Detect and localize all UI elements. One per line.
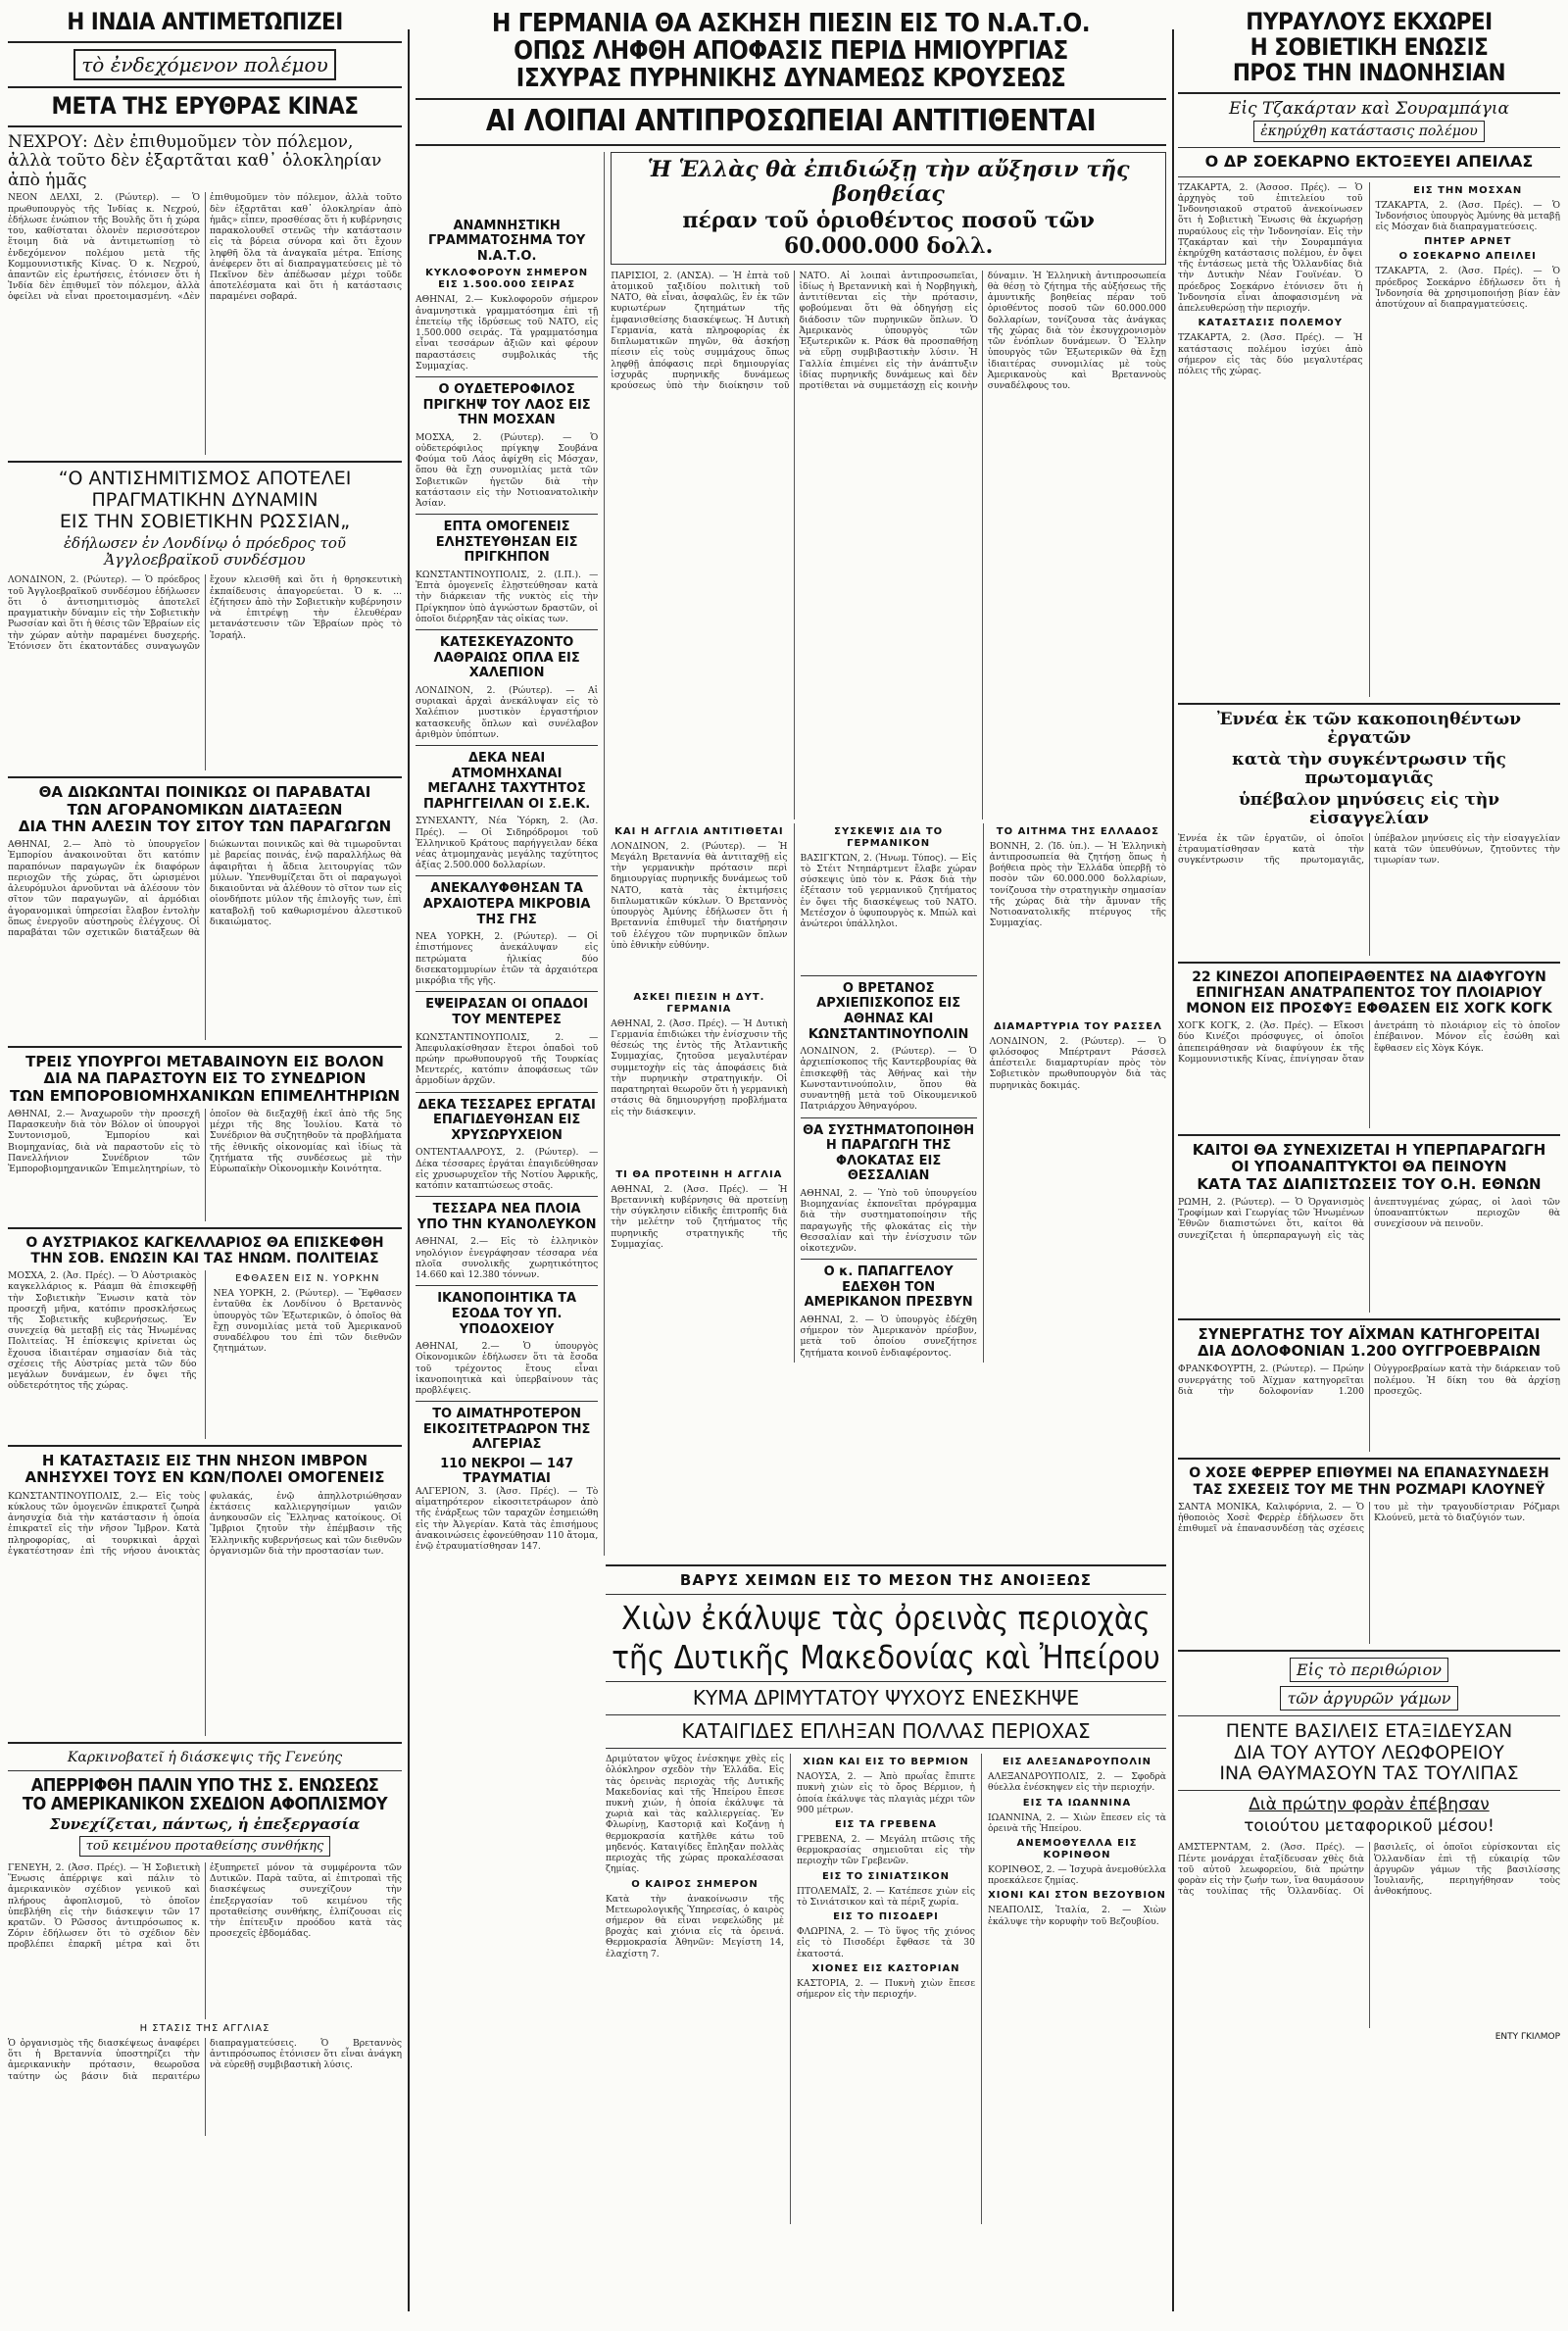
winter-headline-1: Χιὼν ἐκάλυψε τὰς ὀρεινὰς περιοχὰς	[621, 1599, 1151, 1638]
geneva-headline-1: ΑΠΕΡΡΙΦΘΗ ΠΑΛΙΝ ΥΠΟ ΤΗΣ Σ. ΕΝΩΣΕΩΣ	[30, 1774, 379, 1796]
imvros-article	[8, 1453, 402, 1736]
neutral-body: ΜΟΣΧΑ, 2. (Ρώυτερ). — Ὁ οὐδετερόφιλος πρίγκηψ Σουβάνα Φούμα τοῦ Λάος ἀφίχθη εἰς Μόσχαν, ὅπου θὰ ἔχῃ συνομιλίας μετὰ τῶν Σοβιετικῶν ἡγετῶν διὰ τὴν κατάστασιν εἰς τὴν Νοτιοανατολικὴν Ἀσίαν.	[416, 431, 599, 510]
archbishop-body: ΛΟΝΔΙΝΟΝ, 2. (Ρώυτερ). — Ὁ ἀρχιεπίσκοπος τῆς Καντερβουρίας θὰ ἐπισκεφθῇ τὰς Ἀθήνας καὶ τὴν Κωνσταντινούπολιν, ὅπου θὰ συναντηθῇ μετὰ τοῦ Οἰκουμενικοῦ Πατριάρχου Ἀθηναγόρου.	[800, 1046, 977, 1113]
winter-deck-1: ΚΥΜΑ ΔΡΙΜΥΤΑΤΟΥ ΨΥΧΟΥΣ ΕΝΕΣΚΗΨΕ	[692, 1686, 1080, 1711]
austria-headline-1: Ο ΑΥΣΤΡΙΑΚΟΣ ΚΑΓΚΕΛΛΑΡΙΟΣ ΘΑ ΕΠΙΣΚΕΦΘΗ	[25, 1234, 384, 1251]
winter-sub-5-body: ΦΛΩΡΙΝΑ, 2. — Τὸ ὕψος τῆς χιόνος εἰς τὸ Πισοδέρι ἔφθασε τὰ 30 ἑκατοστά.	[797, 1926, 975, 1959]
menderes-headline: ΕΨΕΙΡΑΣΑΝ ΟΙ ΟΠΑΔΟΙ ΤΟΥ ΜΕΝΤΕΡΕΣ	[425, 997, 589, 1027]
antisemitism-headline-2: ΠΡΑΓΜΑΤΙΚΗΝ ΔΥΝΑΜΙΝ	[91, 489, 318, 512]
divider	[8, 1770, 402, 1771]
workers-article	[1178, 711, 1560, 956]
austria-body: ΜΟΣΧΑ, 2. (Ἀσ. Πρές). — Ὁ Αὐστριακὸς καγκελλάριος κ. Ράαμπ θὰ ἐπισκεφθῇ τὴν Σοβιετικὴν Ἕνωσιν κατὰ τὸν προσεχῆ μῆνα, κατόπιν προσκλήσεως τῆς Σοβιετικῆς κυβερνήσεως. Ἐν συνεχείᾳ θὰ μεταβῇ εἰς τὰς Ἡνωμένας Πολιτείας. Ἡ ἐπίσκεψις κρίνεται ὡς ἔχουσα ἰδιαιτέραν σημασίαν διὰ τὰς σχέσεις τῆς Αὐστρίας μετὰ τῶν δύο μεγάλων δυνάμεων, ἐν ὄψει τῆς οὐδετερότητος τῆς χώρας.	[8, 1270, 197, 1392]
volos-headline-2: ΔΙΑ ΝΑ ΠΑΡΑΣΤΟΥΝ ΕΙΣ ΤΟ ΣΥΝΕΔΡΙΟΝ	[43, 1069, 367, 1088]
chinese-body: ΧΟΓΚ ΚΟΓΚ, 2. (Ἀσ. Πρές). — Εἴκοσι δύο Κινέζοι πρόσφυγες, οἱ ὁποῖοι ἀπεπειράθησαν νὰ διαφύγουν ἐκ τῆς Κομμουνιστικῆς Κίνας, ἐπνίγησαν ὅταν ἀνετράπη τὸ πλοιάριον εἰς τὸ ὁποῖον ἐπέβαινον. Μόνον εἷς ἐσώθη καὶ ἔφθασεν εἰς Χὸγκ Κόγκ.	[1178, 1020, 1560, 1065]
divider	[1178, 1134, 1560, 1136]
divider	[1178, 962, 1560, 964]
geneva-deck-2: τοῦ κειμένου προταθείσης συνθήκης	[79, 1836, 331, 1857]
divider	[8, 41, 402, 43]
stamps-nato-body: ΑΘΗΝΑΙ, 2.— Κυκλοφοροῦν σήμερον ἀναμνηστικὰ γραμματόσημα ἐπὶ τῇ ἐπετείῳ τῆς ἱδρύσεως τοῦ ΝΑΤΟ, εἰς 1.500.000 σειράς. Τὰ γραμματόσημα εἶναι τεσσάρων ἀξιῶν καὶ φέρουν παραστάσεις συμβολικάς τῆς Συμμαχίας.	[416, 294, 599, 372]
ferrer-body: ΣΑΝΤΑ ΜΟΝΙΚΑ, Καλιφόρνια, 2. — Ὁ ἠθοποιὸς Χοσὲ Φερρὲρ ἐδήλωσεν ὅτι ἐπιθυμεῖ νὰ ἐπανασυνδέσῃ τὰς σχέσεις του μὲ τὴν τραγουδίστριαν Ρόζμαρι Κλούνεϋ, μετὰ τὸ διαζύγιόν των.	[1178, 1501, 1560, 1535]
divider	[8, 776, 402, 778]
winter-kicker: ΒΑΡΥΣ ΧΕΙΜΩΝ ΕΙΣ ΤΟ ΜΕΣΟΝ ΤΗΣ ΑΝΟΙΞΕΩΣ	[679, 1571, 1093, 1589]
missiles-sub-1-body: ΤΖΑΚΑΡΤΑ, 2. (Ἀσσ. Πρές). — Ἡ κατάστασις πολέμου ἰσχύει ἀπὸ σήμερον εἰς τὰς δύο μεγαλυτέρας πόλεις τῆς χώρας.	[1178, 332, 1363, 376]
india-body: ΝΕΟΝ ΔΕΛΧΙ, 2. (Ρώυτερ). — Ὁ πρωθυπουργὸς τῆς Ἰνδίας κ. Νεχρού, ἐδήλωσε ἐνώπιον τῆς Βουλῆς ὅτι ἡ χώρα του, καθίσταται ὁλονὲν περισσότερον ἕτοιμη διὰ νὰ ἀντιμετωπίσῃ τὸ ἐνδεχόμενον πολέμου μετὰ τῆς Κομμουνιστικῆς Κίνας. Ὁ κ. Νεχρού, ἀπαντῶν εἰς ἐρωτήσεις, ἐτόνισεν ὅτι ἡ Ἰνδία δὲν ἐπιθυμεῖ τὸν πόλεμον, ἀλλὰ ὁφείλει νὰ εἶναι προετοιμασμένη. «Δὲν ἐπιθυμοῦμεν τὸν πόλεμον, ἀλλὰ τοῦτο δὲν ἐξαρτᾶται καθ᾽ ὁλοκληρίαν ἀπὸ ἡμᾶς» εἶπεν, προσθέσας ὅτι ἡ κυβέρνησις παρακολουθεῖ στενῶς τὴν κατάστασιν εἰς τὰ βόρεια σύνορα καὶ ὅτι ἔχουν ληφθῆ ὅλα τὰ ἀναγκαῖα μέτρα. Ἐπίσης ἀνέφερεν ὅτι αἱ διαπραγματεύσεις μὲ τὸ Πεκῖνον δὲν ἀπέδωσαν μέχρι τοῦδε ἀποτελέσματα καὶ ὅτι ἡ κατάστασις παραμένει σοβαρά.	[8, 192, 402, 303]
antisemitism-headline-3: ΕΙΣ ΤΗΝ ΣΟΒΙΕΤΙΚΗΝ ΡΩΣΣΙΑΝ„	[59, 511, 351, 533]
winter-sub-7-body: ΑΛΕΞΑΝΔΡΟΥΠΟΛΙΣ, 2. — Σφοδρὰ θύελλα ἐνέσκηψεν εἰς τὴν περιοχήν.	[988, 1771, 1166, 1794]
nato-sub-3: ΣΥΣΚΕΨΙΣ ΔΙΑ ΤΟ ΓΕΡΜΑΝΙΚΟΝ	[834, 825, 944, 849]
kings-headline-2: ΔΙΑ ΤΟΥ ΑΥΤΟΥ ΛΕΩΦΟΡΕΙΟΥ	[1234, 1741, 1504, 1763]
divider	[8, 1046, 402, 1048]
chinese-headline-1: 22 ΚΙΝΕΖΟΙ ΑΠΟΠΕΙΡΑΘΕΝΤΕΣ ΝΑ ΔΙΑΦΥΓΟΥΝ	[1192, 968, 1546, 985]
divider	[606, 1748, 1166, 1749]
geneva-kicker: Καρκινοβατεῖ ἡ διάσκεψις τῆς Γενεύης	[67, 1749, 343, 1765]
miners-headline: ΔΕΚΑ ΤΕΣΣΑΡΕΣ ΕΡΓΑΤΑΙ ΕΠΑΓΙΔΕΥΘΗΣΑΝ ΕΙΣ ΧΡΥΣΩΡΥΧΕΙΟΝ	[417, 1097, 596, 1143]
russell-sub: ΔΙΑΜΑΡΤΥΡΙΑ ΤΟΥ ΡΑΣΣΕΛ	[993, 1020, 1162, 1032]
india-headline-3: ΜΕΤΑ ΤΗΣ ΕΡΥΘΡΑΣ ΚΙΝΑΣ	[51, 91, 359, 120]
austria-sub-heading: ΕΦΘΑΣΕΝ ΕΙΣ Ν. ΥΟΡΚΗΝ	[235, 1273, 380, 1285]
divider	[416, 98, 1166, 100]
right-column	[1178, 10, 1560, 2323]
antisemitism-body: ΛΟΝΔΙΝΟΝ, 2. (Ρώυτερ). — Ὁ πρόεδρος τοῦ Ἀγγλοεβραϊκοῦ συνδέσμου ἐδήλωσεν ὅτι ὁ ἀντισημιτισμὸς ἀποτελεῖ πραγματικὴν δύναμιν εἰς τὴν Σοβιετικὴν Ρωσσίαν καὶ ὅτι ἡ θέσις τῶν Ἑβραίων εἰς τὴν χώραν αὐτὴν παραμένει δυσχερής. Ἐτόνισεν ὅτι ἑκατοντάδες συναγωγῶν ἔχουν κλεισθῆ καὶ ὅτι ἡ θρησκευτικὴ ἐκπαίδευσις ἀπαγορεύεται. Ὁ κ. ... ἐζήτησεν ἀπὸ τὴν Σοβιετικὴν κυβέρνησιν νὰ ἐπιτρέψῃ τὴν ἐλευθέραν μετανάστευσιν τῶν Ἑβραίων πρὸς τὸ Ἰσραήλ.	[8, 574, 402, 652]
divider	[8, 1445, 402, 1447]
missiles-sub-4: Ο ΣΟΕΚΑΡΝΟ ΑΠΕΙΛΕΙ	[1398, 251, 1537, 263]
winter-sub-9-body: ΚΟΡΙΝΘΟΣ, 2. — Ἰσχυρὰ ἀνεμοθύελλα προεκάλεσε ζημίας.	[988, 1864, 1166, 1887]
winter-deck-2: ΚΑΤΑΙΓΙΔΕΣ ΕΠΛΗΞΑΝ ΠΟΛΛΑΣ ΠΕΡΙΟΧΑΣ	[681, 1719, 1091, 1744]
overproduction-headline-3: ΚΑΤΑ ΤΑΣ ΔΙΑΠΙΣΤΩΣΕΙΣ ΤΟΥ Ο.Η. ΕΘΝΩΝ	[1197, 1174, 1542, 1193]
ambassador-body: ΑΘΗΝΑΙ, 2. — Ὁ ὑπουργὸς ἐδέχθη σήμερον τὸν Ἀμερικανὸν πρέσβυν, μετὰ τοῦ ὁποίου συνεζήτησε ζητήματα κοινοῦ ἐνδιαφέροντος.	[800, 1314, 977, 1359]
divider	[8, 1742, 402, 1744]
eichmann-article	[1178, 1326, 1560, 1453]
austria-sub-body: ΝΕΑ ΥΟΡΚΗ, 2. (Ρώυτερ). — Ἔφθασεν ἐνταῦθα ἐκ Λονδίνου ὁ Βρεταννὸς ὑπουργὸς τῶν Ἐξωτερικῶν, ὁ ὁποῖος θὰ ἔχῃ συνομιλίας μετὰ τοῦ Ἀμερικανοῦ συναδέλφου του ἐπὶ τῶν διεθνῶν ζητημάτων.	[213, 1288, 402, 1355]
column-rule	[1172, 29, 1174, 2311]
locomotives-body: ΣΥΝΕΧΑΝΤΥ, Νέα Ὑόρκη, 2. (Ἀσ. Πρές). — Οἱ Σιδηρόδρομοι τοῦ Ἑλληνικοῦ Κράτους παρήγγειλαν δέκα νέας ἀτμομηχανὰς μεγάλης ταχύτητος ἀξίας 2.500.000 δολλαρίων.	[416, 816, 599, 871]
geneva-headline-2: ΤΟ ΑΜΕΡΙΚΑΝΙΚΟΝ ΣΧΕΔΙΟΝ ΑΦΟΠΛΙΣΜΟΥ	[22, 1794, 388, 1815]
volos-headline-1: ΤΡΕΙΣ ΥΠΟΥΡΓΟΙ ΜΕΤΑΒΑΙΝΟΥΝ ΕΙΣ ΒΟΛΟΝ	[25, 1053, 384, 1071]
winter-sub-3: ΕΙΣ ΤΑ ΓΡΕΒΕΝΑ	[835, 1819, 937, 1830]
winter-sub-2-body: ΝΑΟΥΣΑ, 2. — Ἀπὸ πρωΐας ἔπιπτε πυκνὴ χιὼν εἰς τὸ ὄρος Βέρμιον, ἡ ὁποία ἐκάλυψε τὰς πλαγιὰς μέχρι τῶν 900 μέτρων.	[797, 1771, 975, 1815]
winter-sub-3-body: ΓΡΕΒΕΝΑ, 2. — Μεγάλη πτῶσις τῆς θερμοκρασίας σημειοῦται εἰς τὴν περιοχὴν τῶν Γρεβενῶν.	[797, 1834, 975, 1867]
chinese-headline-2: ΕΠΝΙΓΗΣΑΝ ΑΝΑΤΡΑΠΕΝΤΟΣ ΤΟΥ ΠΛΟΙΑΡΙΟΥ	[1196, 985, 1543, 1002]
volos-headline-3: ΤΩΝ ΕΜΠΟΡΟΒΙΟΜΗΧΑΝΙΚΩΝ ΕΠΙΜΕΛΗΤΗΡΙΩΝ	[9, 1086, 401, 1105]
volos-body: ΑΘΗΝΑΙ, 2.— Ἀναχωροῦν τὴν προσεχῆ Παρασκευὴν διὰ τὸν Βόλον οἱ ὑπουργοὶ Συντονισμοῦ, Ἐμπορίου καὶ Βιομηχανίας, διὰ νὰ παραστοῦν εἰς τὸ Πανελλήνιον Συνέδριον τῶν Ἐμποροβιομηχανικῶν Ἐπιμελητηρίων, τὸ ὁποῖον θὰ διεξαχθῇ ἐκεῖ ἀπὸ τῆς 5ης μέχρι τῆς 8ης Ἰουλίου. Κατὰ τὸ Συνέδριον θὰ συζητηθοῦν τὰ προβλήματα τῆς ἐθνικῆς οἰκονομίας καὶ ἰδίως τὰ ζητήματα τῆς συνδέσεως μὲ τὴν Εὐρωπαϊκὴν Οἰκονομικὴν Κοινότητα.	[8, 1108, 402, 1175]
russell-body: ΛΟΝΔΙΝΟΝ, 2. (Ρώυτερ). — Ὁ φιλόσοφος Μπέρτραντ Ράσσελ ἀπέστειλε διαμαρτυρίαν πρὸς τὸν Σοβιετικὸν πρωθυπουργὸν διὰ τὰς πυρηνικὰς δοκιμάς.	[989, 1035, 1166, 1091]
overproduction-body: ΡΩΜΗ, 2. (Ρώυτερ). — Ὁ Ὀργανισμὸς Τροφίμων καὶ Γεωργίας τῶν Ἡνωμένων Ἐθνῶν διαπιστώνει ὅτι, καίτοι θὰ συνεχίζεται ἡ ὑπερπαραγωγὴ εἰς τὰς ἀνεπτυγμένας χώρας, οἱ λαοὶ τῶν ὑποαναπτύκτων περιοχῶν θὰ συνεχίσουν νὰ πεινοῦν.	[1178, 1196, 1560, 1241]
nato-sub-5: ΤΙ ΘΑ ΠΡΟΤΕΙΝΗ Η ΑΓΓΛΙΑ	[615, 1168, 783, 1180]
nato-body: ΠΑΡΙΣΙΟΙ, 2. (ΑΝΣΑ). — Ἡ ἑπτὰ τοῦ ἀτομικοῦ ταξιδίου πολιτικὴ τοῦ ΝΑΤΟ, θὰ εἶναι, ἀσφαλῶς, ἓν ἐκ τῶν κυριωτέρων ζητημάτων τῆς ἐμφανισθείσης διασκέψεως. Ἡ Δυτικὴ Γερμανία, κατὰ πληροφορίας ἐκ διπλωματικῶν πηγῶν, θὰ ἀσκήσῃ πίεσιν εἰς τοὺς συμμάχους ὅπως ληφθῇ ἀπόφασις περὶ δημιουργίας ἰσχυρᾶς πυρηνικῆς δυνάμεως κρούσεως ὑπὸ τὴν διοίκησιν τοῦ ΝΑΤΟ. Αἱ λοιπαὶ ἀντιπροσωπεῖαι, ἰδίως ἡ Βρεταννικὴ καὶ ἡ Νορβηγικὴ, ἀντιτίθενται εἰς τὴν πρότασιν, φοβούμεναι ὅτι θὰ ὁδηγήσῃ εἰς διάδοσιν τῶν πυρηνικῶν ὅπλων. Ὁ Ἀμερικανὸς ὑπουργὸς τῶν Ἐξωτερικῶν κ. Ράσκ θὰ προσπαθήσῃ νὰ εὕρῃ συμβιβαστικὴν λύσιν. Ἡ Γαλλία ἐπιμένει εἰς τὴν ἀνάπτυξιν ἰδίας πυρηνικῆς δυνάμεως καὶ δὲν προτίθεται νὰ συμμετάσχῃ εἰς κοινὴν δύναμιν. Ἡ Ἑλληνικὴ ἀντιπροσωπεία θὰ θέσῃ τὸ ζήτημα τῆς αὐξήσεως τῆς ἀμυντικῆς βοηθείας πέραν τοῦ ὁριοθέντος ποσοῦ τῶν 60.000.000 δολλαρίων, τονίζουσα τὰς ἀνάγκας τῆς χώρας διὰ τὸν ἐκσυγχρονισμὸν τῶν ἐνόπλων δυνάμεων. Ὁ Ἕλλην ὑπουργὸς τῶν Ἐξωτερικῶν θὰ ἔχῃ ἰδιαιτέρας συνομιλίας μὲ τοὺς Ἀμερικανοὺς καὶ Βρεταννοὺς συναδέλφους του.	[611, 270, 1166, 391]
eichmann-headline-1: ΣΥΝΕΡΓΑΤΗΣ ΤΟΥ ΑΪΧΜΑΝ ΚΑΤΗΓΟΡΕΙΤΑΙ	[1198, 1324, 1541, 1343]
missiles-sub-4-body: ΤΖΑΚΑΡΤΑ, 2. (Ἀσσ. Πρές). — Ὁ πρόεδρος Σοεκάρνο ἐδήλωσεν ὅτι ἡ Ἰνδονησία θὰ χρησιμοποιήσῃ βίαν ἐὰν ἀποτύχουν αἱ διαπραγματεύσεις.	[1375, 266, 1560, 310]
algeria-headline: ΤΟ ΑΙΜΑΤΗΡΟΤΕΡΟΝ ΕΙΚΟΣΙΤΕΤΡΑΩΡΟΝ ΤΗΣ ΑΛΓΕΡΙΑΣ	[422, 1407, 591, 1453]
geneva-sub-body: Ὁ ὀργανισμὸς τῆς διασκέψεως ἀναφέρει ὅτι ἡ Βρεταννία ὑποστηρίζει τὴν ἀμερικανικὴν πρότασιν, θεωροῦσα ταύτην ὡς βάσιν διὰ περαιτέρω διαπραγματεύσεις. Ὁ Βρεταννὸς ἀντιπρόσωπος ἐτόνισεν ὅτι εἶναι ἀνάγκη νὰ εὑρεθῇ συμβιβαστικὴ λύσις.	[8, 2037, 402, 2082]
microbes-headline: ΑΝΕΚΑΛΥΦΘΗΣΑΝ ΤΑ ΑΡΧΑΙΟΤΕΡΑ ΜΙΚΡΟΒΙΑ ΤΗΣ ΓΗΣ	[422, 881, 591, 927]
divider	[1178, 176, 1560, 177]
geneva-sub-heading: Η ΣΤΑΣΙΣ ΤΗΣ ΑΓΓΛΙΑΣ	[139, 2022, 270, 2034]
menderes-body: ΚΩΝΣΤΑΝΤΙΝΟΥΠΟΛΙΣ, 2. — Ἀπεφυλακίσθησαν ἕτεροι ὀπαδοὶ τοῦ πρώην πρωθυπουργοῦ τῆς Τουρκίας Μεντερές, κατόπιν ἀποφάσεως τῶν ἁρμοδίων ἀρχῶν.	[416, 1031, 599, 1087]
ambassador-headline: Ο κ. ΠΑΠΑΓΓΕΛΟΥ ΕΔΕΧΘΗ ΤΟΝ ΑΜΕΡΙΚΑΝΟΝ ΠΡΕΣΒΥΝ	[804, 1265, 973, 1311]
divider	[1178, 1458, 1560, 1460]
divider	[8, 1227, 402, 1229]
overproduction-headline-1: ΚΑΙΤΟΙ ΘΑ ΣΥΝΕΧΙΖΕΤΑΙ Η ΥΠΕΡΠΑΡΑΓΩΓΗ	[1192, 1141, 1546, 1160]
neutral-headline: Ο ΟΥΔΕΤΕΡΟΦΙΛΟΣ ΠΡΙΓΚΗΨ ΤΟΥ ΛΑΟΣ ΕΙΣ ΤΗΝ ΜΟΣΧΑΝ	[422, 381, 591, 428]
winter-sub-9: ΑΝΕΜΟΘΥΕΛΛΑ ΕΙΣ ΚΟΡΙΝΘΟΝ	[1016, 1838, 1138, 1860]
nato-headline-1: Η ΓΕΡΜΑΝΙΑ ΘΑ ΑΣΚΗΣΗ ΠΙΕΣΙΝ ΕΙΣ ΤΟ Ν.Α.Τ.Ο.	[491, 10, 1091, 38]
divider	[1178, 147, 1560, 148]
ships-body: ΑΘΗΝΑΙ, 2.— Εἰς τὸ ἑλληνικὸν νηολόγιον ἐνεγράφησαν τέσσαρα νέα πλοῖα συνολικῆς χωρητικότητος 14.660 καὶ 12.380 τόννων.	[416, 1236, 599, 1281]
winter-sub-8-body: ΙΩΑΝΝΙΝΑ, 2. — Χιὼν ἔπεσεν εἰς τὰ ὀρεινὰ τῆς Ἠπείρου.	[988, 1811, 1166, 1834]
chinese-headline-3: ΜΟΝΟΝ ΕΙΣ ΠΡΟΣΦΥΞ ΕΦΘΑΣΕΝ ΕΙΣ ΧΟΓΚ ΚΟΓΚ	[1186, 1001, 1552, 1017]
kings-article	[1178, 1658, 1560, 2043]
nato-headline-3: ΙΣΧΥΡΑΣ ΠΥΡΗΝΙΚΗΣ ΔΥΝΑΜΕΩΣ ΚΡΟΥΣΕΩΣ	[515, 64, 1066, 94]
missiles-sub-1: ΚΑΤΑΣΤΑΣΙΣ ΠΟΛΕΜΟΥ	[1198, 318, 1343, 329]
divider	[1178, 1715, 1560, 1716]
ferrer-article	[1178, 1465, 1560, 1643]
missiles-headline-1: ΠΥΡΑΥΛΟΥΣ ΕΚΧΩΡΕΙ	[1246, 10, 1493, 35]
divider	[606, 1681, 1166, 1682]
revenue-headline: ΙΚΑΝΟΠΟΙΗΤΙΚΑ ΤΑ ΕΣΟΔΑ ΤΟΥ ΥΠ. ΥΠΟΔΟΧΕΙΟΥ	[437, 1291, 577, 1337]
nato-deck-1: Ἡ Ἑλλὰς θὰ ἐπιδιώξῃ τὴν αὔξησιν τῆς βοηθείας	[647, 156, 1130, 207]
imvros-headline-1: Η ΚΑΤΑΣΤΑΣΙΣ ΕΙΣ ΤΗΝ ΝΗΣΟΝ ΙΜΒΡΟΝ	[41, 1452, 368, 1470]
india-article	[8, 10, 402, 455]
wheat-headline-3: ΔΙΑ ΤΗΝ ΑΛΕΣΙΝ ΤΟΥ ΣΙΤΟΥ ΤΩΝ ΠΑΡΑΓΩΓΩΝ	[18, 817, 392, 835]
weapons-headline: ΚΑΤΕΣΚΕΥΑΖΟΝΤΟ ΛΑΘΡΑΙΩΣ ΟΠΛΑ ΕΙΣ ΧΑΛΕΠΙΟΝ	[433, 635, 580, 681]
locomotives-headline: ΔΕΚΑ ΝΕΑΙ ΑΤΜΟΜΗΧΑΝΑΙ ΜΕΓΑΛΗΣ ΤΑΧΥΤΗΤΟΣ ΠΑΡΗΓΓΕΙΛΑΝ ΟΙ Σ.Ε.Κ.	[423, 751, 591, 812]
stamps-nato-sub: ΚΥΚΛΟΦΟΡΟΥΝ ΣΗΜΕΡΟΝ ΕΙΣ 1.500.000 ΣΕΙΡΑΣ	[425, 268, 589, 291]
nato-sub-5-body: ΑΘΗΝΑΙ, 2. (Ἀσσ. Πρές). — Ἡ Βρεταννικὴ κυβέρνησις θὰ προτείνῃ τὴν σύγκλησιν εἰδικῆς ἐπιτροπῆς διὰ τὴν μελέτην τοῦ ζητήματος τῆς πυρηνικῆς στρατηγικῆς τῆς Συμμαχίας.	[611, 1183, 788, 1250]
india-headline-1: Η ΙΝΔΙΑ ΑΝΤΙΜΕΤΩΠΙΖΕΙ	[67, 10, 343, 35]
austria-article	[8, 1235, 402, 1439]
weapons-body: ΛΟΝΔΙΝΟΝ, 2. (Ρώυτερ). — Αἱ συριακαὶ ἀρχαὶ ἀνεκάλυψαν εἰς τὸ Χαλέπιον μυστικὸν ἐργαστήριον κατασκευῆς ὅπλων καὶ συνέλαβον ἀριθμὸν ὑπόπτων.	[416, 684, 599, 740]
geneva-article	[8, 1750, 402, 2136]
omogeneis-headline: ΕΠΤΑ ΟΜΟΓΕΝΕΙΣ ΕΛΗΣΤΕΥΘΗΣΑΝ ΕΙΣ ΠΡΙΓΚΗΠΟΝ	[435, 520, 578, 566]
winter-sub-2: ΧΙΩΝ ΚΑΙ ΕΙΣ ΤΟ ΒΕΡΜΙΟΝ	[803, 1757, 969, 1768]
wheat-article	[8, 784, 402, 1040]
overproduction-headline-2: ΟΙ ΥΠΟΑΝΑΠΤΥΚΤΟΙ ΘΑ ΠΕΙΝΟΥΝ	[1231, 1158, 1507, 1176]
flokati-headline: ΘΑ ΣΥΣΤΗΜΑΤΟΠΟΙΗΘΗ Η ΠΑΡΑΓΩΓΗ ΤΗΣ ΦΛΟΚΑΤΑΣ ΕΙΣ ΘΕΣΣΑΛΙΑΝ	[803, 1122, 975, 1184]
chinese-article	[1178, 969, 1560, 1128]
divider	[1178, 92, 1560, 94]
nato-headline-4: ΑΙ ΛΟΙΠΑΙ ΑΝΤΙΠΡΟΣΩΠΕΙΑΙ ΑΝΤΙΤΙΘΕΝΤΑΙ	[485, 104, 1097, 139]
wheat-headline-2: ΤΩΝ ΑΓΟΡΑΝΟΜΙΚΩΝ ΔΙΑΤΑΞΕΩΝ	[67, 800, 343, 818]
volos-article	[8, 1054, 402, 1221]
kings-kicker-1: Εἰς τὸ περιθώριον	[1290, 1658, 1448, 1682]
winter-sub-5: ΕΙΣ ΤΟ ΠΙΣΟΔΕΡΙ	[833, 1911, 939, 1923]
workers-headline-1: Ἐννέα ἐκ τῶν κακοποιηθέντων ἐργατῶν	[1216, 709, 1522, 749]
winter-sub-6-body: ΚΑΣΤΟΡΙΑ, 2. — Πυκνὴ χιὼν ἔπεσε σήμερον εἰς τὴν περιοχήν.	[797, 1977, 975, 2000]
winter-sub-1-body: Κατὰ τὴν ἀνακοίνωσιν τῆς Μετεωρολογικῆς Ὑπηρεσίας, ὁ καιρὸς σήμερον θὰ εἶναι νεφελώδης μὲ βροχὰς καὶ χιόνια εἰς τὰ ὀρεινά. Θερμοκρασία Ἀθηνῶν: Μεγίστη 14, ἐλαχίστη 7.	[606, 1893, 784, 1959]
missiles-body: ΤΖΑΚΑΡΤΑ, 2. (Ἀσσοσ. Πρές). — Ὁ ἀρχηγὸς τοῦ ἐπιτελείου τοῦ Ἰνδονησιακοῦ στρατοῦ ἀνεκοίνωσεν ὅτι ἡ Σοβιετικὴ Ἕνωσις θὰ ἐκχωρήσῃ πυραύλους εἰς τὴν Ἰνδονησίαν. Εἰς τὴν Τζακάρταν καὶ τὴν Σουραμπάγια ἐκηρύχθη κατάστασις πολέμου, ἐν ὄψει τῆς ἐντάσεως μετὰ τῆς Ὁλλανδίας διὰ τὴν Δυτικὴν Νέαν Γουϊνέαν. Ὁ πρόεδρος Σοεκάρνο ἐτόνισεν ὅτι ἡ Ἰνδονησία εἶναι ἀποφασισμένη νὰ ἀπελευθερώσῃ τὴν περιοχήν.	[1178, 181, 1363, 315]
missiles-headline-3: ΠΡΟΣ ΤΗΝ ΙΝΔΟΝΗΣΙΑΝ	[1232, 58, 1506, 86]
nato-lead-article	[416, 10, 1166, 146]
geneva-body: ΓΕΝΕΥΗ, 2. (Ἀσσ. Πρές). — Ἡ Σοβιετικὴ Ἕνωσις ἀπέρριψε καὶ πάλιν τὸ ἀμερικανικὸν σχέδιον γενικοῦ καὶ πλήρους ἀφοπλισμοῦ, τὸ ὁποῖον ὑπεβλήθη εἰς τὴν διάσκεψιν τῶν 17 κρατῶν. Ὁ Ρῶσσος ἀντιπρόσωπος κ. Ζόριν ἐδήλωσεν ὅτι τὸ σχέδιον δὲν προβλέπει ἐπαρκῆ μέτρα καὶ ὅτι ἐξυπηρετεῖ μόνον τὰ συμφέροντα τῶν Δυτικῶν. Παρὰ ταῦτα, αἱ ἐπιτροπαὶ τῆς διασκέψεως συνεχίζουν τὴν ἐπεξεργασίαν τοῦ κειμένου τῆς προταθείσης συνθήκης, ἐλπίζουσαι εἰς τὴν ἐπίτευξιν προόδου κατὰ τὰς προσεχεῖς ἑβδομάδας.	[8, 1861, 402, 1951]
winter-sub-10-body: ΝΕΑΠΟΛΙΣ, Ἰταλία, 2. — Χιὼν ἐκάλυψε τὴν κορυφὴν τοῦ Βεζουβίου.	[988, 1905, 1166, 1927]
imvros-body: ΚΩΝΣΤΑΝΤΙΝΟΥΠΟΛΙΣ, 2.— Εἰς τοὺς κύκλους τῶν ὁμογενῶν ἐπικρατεῖ ζωηρὰ ἀνησυχία διὰ τὴν κατάστασιν ἡ ὁποία ἐπικρατεῖ εἰς τὴν νῆσον Ἴμβρον. Κατὰ πληροφορίας, αἱ τουρκικαὶ ἀρχαὶ ἐγκατέστησαν ἐπὶ τῆς νήσου ἀνοικτὰς φυλακάς, ἐνῷ ἀπηλλοτριώθησαν ἐκτάσεις καλλιεργησίμων γαιῶν ἀνηκουσῶν εἰς Ἕλληνας κατοίκους. Οἱ Ἴμβριοι ζητοῦν τὴν ἐπέμβασιν τῆς Ἑλληνικῆς κυβερνήσεως καὶ τῶν διεθνῶν ὀργανισμῶν διὰ τὴν προστασίαν των.	[8, 1490, 402, 1557]
winter-sub-6: ΧΙΟΝΕΣ ΕΙΣ ΚΑΣΤΟΡΙΑΝ	[811, 1962, 960, 1974]
winter-sub-4: ΕΙΣ ΤΟ ΣΙΝΙΑΤΣΙΚΟΝ	[821, 1870, 951, 1882]
missiles-article	[1178, 10, 1560, 697]
antisemitism-headline-1: “Ο ΑΝΤΙΣΗΜΙΤΙΣΜΟΣ ΑΠΟΤΕΛΕΙ	[58, 468, 352, 490]
algeria-count: 110 ΝΕΚΡΟΙ — 147 ΤΡΑΥΜΑΤΙΑΙ	[440, 1457, 574, 1486]
workers-headline-2: κατὰ τὴν συγκέντρωσιν τῆς πρωτομαγιᾶς	[1232, 749, 1506, 789]
center-sidebar	[416, 152, 605, 1557]
nato-sub-1: ΚΑΙ Η ΑΓΓΛΙΑ ΑΝΤΙΤΙΘΕΤΑΙ	[614, 825, 784, 837]
divider	[8, 125, 402, 127]
missiles-sub-2-body: ΤΖΑΚΑΡΤΑ, 2. (Ἀσσ. Πρές). — Ὁ Ἰνδονήσιος ὑπουργὸς Ἀμύνης θὰ μεταβῇ εἰς Μόσχαν διὰ διαπραγματεύσεις.	[1375, 199, 1560, 233]
left-column	[8, 10, 402, 2323]
miners-body: ΟΝΤΕΝΤΑΑΛΡΟΥΣ, 2. (Ρώυτερ). — Δέκα τέσσαρες ἐργάται ἐπαγιδεύθησαν εἰς χρυσωρυχεῖον τῆς Νοτίου Ἀφρικῆς, κατόπιν καταπτώσεως στοᾶς.	[416, 1147, 599, 1192]
nato-sub-1-body: ΛΟΝΔΙΝΟΝ, 2. (Ρώυτερ). — Ἡ Μεγάλη Βρεταννία θὰ ἀντιταχθῇ εἰς τὴν γερμανικὴν πρότασιν περὶ δημιουργίας πυρηνικῆς δυνάμεως τοῦ ΝΑΤΟ, κατὰ τὰς ἐκτιμήσεις διπλωματικῶν κύκλων. Ὁ Βρεταννὸς ὑπουργὸς Ἀμύνης ἐδήλωσεν ὅτι ἡ Βρεταννία ἐπιθυμεῖ τὴν διατήρησιν τοῦ ἐλέγχου τῶν πυρηνικῶν ὅπλων ὑπὸ ἐθνικὴν εὐθύνην.	[611, 840, 788, 951]
eichmann-headline-2: ΔΙΑ ΔΟΛΟΦΟΝΙΑΝ 1.200 ΟΥΓΓΡΟΕΒΡΑΙΩΝ	[1197, 1342, 1542, 1361]
omogeneis-body: ΚΩΝΣΤΑΝΤΙΝΟΥΠΟΛΙΣ, 2. (Ι.Π.). — Ἑπτὰ ὁμογενεῖς ἐλῃστεύθησαν κατὰ τὴν διάρκειαν τῆς νυκτὸς εἰς τὴν Πρίγκηπον ὑπὸ ἀγνώστων δραστῶν, οἱ ὁποῖοι διέρρηξαν τὰς οἰκίας των.	[416, 570, 599, 624]
nato-sub-2-body: ΑΘΗΝΑΙ, 2. (Ἀσσ. Πρές). — Ἡ Δυτικὴ Γερμανία ἐπιδιώκει τὴν ἐνίσχυσιν τῆς θέσεώς της ἐντὸς τῆς Ἀτλαντικῆς Συμμαχίας, ζητοῦσα μεγαλυτέραν συμμετοχὴν εἰς τὰς ἀποφάσεις διὰ τὴν πυρηνικὴν στρατηγικήν. Οἱ παρατηρηταὶ θεωροῦν ὅτι ἡ γερμανικὴ στάσις θὰ δημιουργήσῃ προβλήματα εἰς τὴν διάσκεψιν.	[611, 1017, 788, 1117]
kings-deck-2: τοιούτου μεταφορικοῦ μέσου!	[1244, 1815, 1494, 1836]
divider	[8, 461, 402, 463]
stamps-nato-headline: ΑΝΑΜΝΗΣΤΙΚΗ ΓΡΑΜΜΑΤΟΣΗΜΑ ΤΟΥ Ν.Α.Τ.Ο.	[427, 218, 586, 264]
ferrer-headline-1: Ο ΧΟΣΕ ΦΕΡΡΕΡ ΕΠΙΘΥΜΕΙ ΝΑ ΕΠΑΝΑΣΥΝΔΕΣΗ	[1189, 1465, 1549, 1482]
kings-kicker-2: τῶν ἀργυρῶν γάμων	[1280, 1686, 1457, 1711]
winter-sub-7: ΕΙΣ ΑΛΕΞΑΝΔΡΟΥΠΟΛΙΝ	[1002, 1757, 1152, 1768]
eichmann-body: ΦΡΑΝΚΦΟΥΡΤΗ, 2. (Ρώυτερ). — Πρώην συνεργάτης τοῦ Ἀϊχμαν κατηγορεῖται διὰ τὴν δολοφονίαν 1.200 Οὐγγροεβραίων κατὰ τὴν διάρκειαν τοῦ πολέμου. Ἡ δίκη του θὰ ἀρχίσῃ προσεχῶς.	[1178, 1364, 1560, 1397]
winter-body: Δριμύτατον ψῦχος ἐνέσκηψε χθὲς εἰς ὁλόκληρον σχεδὸν τὴν Ἑλλάδα. Εἰς τὰς ὀρεινὰς περιοχὰς τῆς Δυτικῆς Μακεδονίας καὶ τῆς Ἠπείρου ἔπεσε πυκνὴ χιών, ἡ ὁποία ἐκάλυψε τὰ χωριὰ καὶ τὰς καλλιεργείας. Ἐν Φλωρίνῃ, Καστοριᾷ καὶ Κοζάνῃ ἡ θερμοκρασία κατῆλθε κάτω τοῦ μηδενός. Καταιγίδες ἔπληξαν πολλὰς περιοχὰς τῆς χώρας προκαλέσασαι ζημίας.	[606, 1754, 784, 1875]
nato-sub-2: ΑΣΚΕΙ ΠΙΕΣΙΝ Η ΔΥΤ. ΓΕΡΜΑΝΙΑ	[633, 991, 765, 1015]
divider	[1178, 1650, 1560, 1652]
nato-headline-2: ΟΠΩΣ ΛΗΦΘΗ ΑΠΟΦΑΣΙΣ ΠΕΡΙΔ ΗΜΙΟΥΡΓΙΑΣ	[514, 36, 1068, 67]
nato-sub-4: ΤΟ ΑΙΤΗΜΑ ΤΗΣ ΕΛΛΑΔΟΣ	[996, 825, 1160, 837]
divider	[1178, 1318, 1560, 1320]
kings-body: ΑΜΣΤΕΡΝΤΑΜ, 2. (Ἀσσ. Πρές). — Πέντε μονάρχαι ἐταξίδευσαν χθὲς διὰ τοῦ αὐτοῦ λεωφορείου, διὰ πρώτην φορὰν εἰς τὴν ζωήν των, ἵνα θαυμάσουν τὰς τουλίπας τῆς Ὁλλανδίας. Οἱ βασιλεῖς, οἱ ὁποῖοι εὑρίσκονται εἰς Ὁλλανδίαν ἐπὶ τῇ εὐκαιρίᾳ τῶν ἀργυρῶν γάμων τῆς βασιλίσσης Ἰουλιανῆς, περιηγήθησαν τοὺς ἀνθοκήπους.	[1178, 1842, 1560, 1898]
workers-body: Ἐννέα ἐκ τῶν ἐργατῶν, οἱ ὁποῖοι ἐτραυματίσθησαν κατὰ τὴν συγκέντρωσιν τῆς πρωτομαγιᾶς, ὑπέβαλον μηνύσεις εἰς τὴν εἰσαγγελίαν κατὰ τῶν ὑπευθύνων, ζητοῦντες τὴν τιμωρίαν των.	[1178, 832, 1560, 867]
india-deck: ΝΕΧΡΟΥ: Δὲν ἐπιθυμοῦμεν τὸν πόλεμον, ἀλλὰ τοῦτο δὲν ἐξαρτᾶται καθ᾽ ὁλοκληρίαν ἀπὸ ἡμᾶς	[8, 131, 382, 190]
missiles-sub-2: ΕΙΣ ΤΗΝ ΜΟΣΧΑΝ	[1413, 184, 1523, 196]
winter-sub-8: ΕΙΣ ΤΑ ΙΩΑΝΝΙΝΑ	[1022, 1797, 1132, 1809]
geneva-deck-1: Συνεχίζεται, πάντως, ἡ ἐπεξεργασία	[49, 1814, 361, 1833]
missiles-sub-3: ΠΗΤΕΡ ΑΡΝΕΤ	[1424, 236, 1512, 248]
divider	[416, 144, 1166, 146]
center-column	[416, 10, 1166, 2323]
wheat-body: ΑΘΗΝΑΙ, 2.— Ἀπὸ τὸ ὑπουργεῖον Ἐμπορίου ἀνακοινοῦται ὅτι κατόπιν παραπόνων παραγωγῶν ἐκ διαφόρων περιοχῶν τῆς χώρας, ὅτι ὡρισμένοι ἀλευρόμυλοι ἀρνοῦνται νὰ ἀλέσουν τὸν σῖτον τῶν παραγωγῶν, αἱ ἁρμόδιαι ἀγορανομικαὶ ὑπηρεσίαι ἔλαβον ἐντολὴν ὅπως ἐνεργοῦν αὐστηροὺς ἐλέγχους. Οἱ παραβάται τῶν σχετικῶν διατάξεων θὰ διώκωνται ποινικῶς καὶ θὰ τιμωροῦνται μὲ βαρείας ποινάς, ἐνῷ παραλλήλως θὰ ἀφαιρῆται ἡ ἄδεια λειτουργίας τῶν μύλων. Ὑπενθυμίζεται ὅτι οἱ παραγωγοὶ δικαιοῦνται νὰ ἀλέθουν τὸ σῖτον των εἰς οἱονδήποτε μύλον τῆς ἐπιλογῆς των, ἐπὶ καταβολῇ τοῦ καθωρισμένου ἀλεστικοῦ δικαιώματος.	[8, 839, 402, 938]
divider	[606, 1594, 1166, 1595]
winter-sub-4-body: ΠΤΟΛΕΜΑΪΣ, 2. — Κατέπεσε χιὼν εἰς τὸ Σινιάτσικον καὶ τὰ πέριξ χωρία.	[797, 1885, 975, 1908]
kings-headline-3: ΙΝΑ ΘΑΥΜΑΣΟΥΝ ΤΑΣ ΤΟΥΛΙΠΑΣ	[1219, 1762, 1519, 1785]
divider	[606, 1564, 1166, 1566]
column-rule	[408, 29, 410, 2311]
wheat-headline-1: ΘΑ ΔΙΩΚΩΝΤΑΙ ΠΟΙΝΙΚΩΣ ΟΙ ΠΑΡΑΒΑΤΑΙ	[38, 783, 371, 802]
kings-byline: ΕΝΤΥ ΓΚΙΛΜΟΡ	[1494, 2032, 1560, 2043]
winter-sub-10: ΧΙΟΝΙ ΚΑΙ ΣΤΟΝ ΒΕΖΟΥΒΙΟΝ	[988, 1890, 1166, 1902]
divider	[8, 86, 402, 88]
divider	[1178, 703, 1560, 705]
kings-deck-1: Διὰ πρώτην φορὰν ἐπέβησαν	[1249, 1795, 1490, 1815]
kings-headline-1: ΠΕΝΤΕ ΒΑΣΙΛΕΙΣ ΕΤΑΞΙΔΕΥΣΑΝ	[1225, 1719, 1513, 1742]
archbishop-headline: Ο ΒΡΕΤΑΝΟΣ ΑΡΧΙΕΠΙΣΚΟΠΟΣ ΕΙΣ ΑΘΗΝΑΣ ΚΑΙ ΚΩΝΣΤΑΝΤΙΝΟΥΠΟΛΙΝ	[808, 980, 969, 1042]
center-main	[605, 152, 1166, 1557]
imvros-headline-2: ΑΝΗΣΥΧΕΙ ΤΟΥΣ ΕΝ ΚΩΝ/ΠΟΛΕΙ ΟΜΟΓΕΝΕΙΣ	[24, 1468, 385, 1487]
antisemitism-article	[8, 469, 402, 770]
winter-article	[606, 1559, 1166, 2224]
divider	[1178, 1790, 1560, 1791]
missiles-headline-2: Η ΣΟΒΙΕΤΙΚΗ ΕΝΩΣΙΣ	[1250, 32, 1489, 61]
microbes-body: ΝΕΑ ΥΟΡΚΗ, 2. (Ρώυτερ). — Οἱ ἐπιστήμονες ἀνεκάλυψαν εἰς πετρώματα ἡλικίας δύο δισεκατομμυρίων ἐτῶν τὰ ἀρχαιότερα μικρόβια τῆς γῆς.	[416, 931, 599, 987]
winter-headline-2: τῆς Δυτικῆς Μακεδονίας καὶ Ἠπείρου	[612, 1638, 1160, 1677]
missiles-deck-1: Εἰς Τζακάρταν καὶ Σουραμπάγια	[1228, 98, 1510, 119]
india-headline-2: τὸ ἐνδεχόμενον πολέμου	[74, 49, 336, 80]
nato-sub-3-body: ΒΑΣΙΓΚΤΩΝ, 2. (Ἡνωμ. Τύπος). — Εἰς τὸ Στέιτ Ντηπάρτμεντ ἔλαβε χώραν σύσκεψις ὑπὸ τὸν κ. Ράσκ διὰ τὴν ἐξέτασιν τοῦ γερμανικοῦ ζητήματος ἐν ὄψει τῆς διασκέψεως τοῦ ΝΑΤΟ. Μετέσχον ὁ ὑφυπουργὸς κ. Μπώλ καὶ ἀνώτεροι ὑπάλληλοι.	[800, 852, 977, 930]
missiles-deck-3: Ο ΔΡ ΣΟΕΚΑΡΝΟ ΕΚΤΟΞΕΥΕΙ ΑΠΕΙΛΑΣ	[1204, 152, 1534, 172]
overproduction-article	[1178, 1142, 1560, 1313]
algeria-body: ΑΛΓΕΡΙΟΝ, 3. (Ἀσσ. Πρές). — Τὸ αἱματηρότερον εἰκοσιτετράωρον ἀπὸ τῆς ἐνάρξεως τῶν ταραχῶν ἐσημειώθη εἰς τὴν Ἀλγερίαν. Κατὰ τὰς ἐπισήμους ἀνακοινώσεις ἐφονεύθησαν 110 ἄτομα, ἐνῷ ἐτραυματίσθησαν 147.	[416, 1486, 599, 1553]
antisemitism-deck: ἐδήλωσεν ἐν Λονδίνῳ ὁ πρόεδρος τοῦ Ἀγγλοεβραϊκοῦ συνδέσμου	[64, 533, 346, 570]
nato-deck-2: πέραν τοῦ ὁριοθέντος ποσοῦ τῶν 60.000.000 δολλ.	[682, 208, 1095, 259]
austria-headline-2: ΤΗΝ ΣΟΒ. ΕΝΩΣΙΝ ΚΑΙ ΤΑΣ ΗΝΩΜ. ΠΟΛΙΤΕΙΑΣ	[30, 1251, 379, 1267]
ships-headline: ΤΕΣΣΑΡΑ ΝΕΑ ΠΛΟΙΑ ΥΠΟ ΤΗΝ ΚΥΑΝΟΛΕΥΚΟΝ	[416, 1202, 597, 1232]
ferrer-headline-2: ΤΑΣ ΣΧΕΣΕΙΣ ΤΟΥ ΜΕ ΤΗΝ ΡΟΖΜΑΡΙ ΚΛΟΥΝΕΫ	[1193, 1481, 1545, 1498]
workers-headline-3: ὑπέβαλον μηνύσεις εἰς τὴν εἰσαγγελίαν	[1238, 789, 1500, 829]
divider	[606, 1714, 1166, 1715]
winter-sub-1: Ο ΚΑΙΡΟΣ ΣΗΜΕΡΟΝ	[631, 1878, 759, 1890]
flokati-body: ΑΘΗΝΑΙ, 2. — Ὑπὸ τοῦ ὑπουργείου Βιομηχανίας ἐκπονεῖται πρόγραμμα διὰ τὴν συστηματοποίησιν τῆς παραγωγῆς τῆς φλοκάτας εἰς τὴν Θεσσαλίαν καὶ τὴν ἐνίσχυσιν τῶν οἰκοτεχνῶν.	[800, 1187, 977, 1254]
missiles-deck-2: ἐκηρύχθη κατάστασις πολέμου	[1253, 121, 1485, 142]
revenue-body: ΑΘΗΝΑΙ, 2.— Ὁ ὑπουργὸς Οἰκονομικῶν ἐδήλωσεν ὅτι τὰ ἔσοδα τοῦ τρέχοντος ἔτους εἶναι ἱκανοποιητικὰ καὶ ὑπερβαίνουν τὰς προβλέψεις.	[416, 1341, 599, 1396]
nato-sub-4-body: ΒΟΝΝΗ, 2. (Ἰδ. ὑπ.). — Ἡ Ἑλληνικὴ ἀντιπροσωπεία θὰ ζητήσῃ ὅπως ἡ βοήθεια πρὸς τὴν Ἑλλάδα ὑπερβῇ τὸ ποσὸν τῶν 60.000.000 δολλαρίων, τονίζουσα τὴν στρατηγικὴν σημασίαν τῆς χώρας διὰ τὴν ἄμυναν τῆς Νοτιοανατολικῆς πτέρυγος τῆς Συμμαχίας.	[989, 840, 1166, 929]
